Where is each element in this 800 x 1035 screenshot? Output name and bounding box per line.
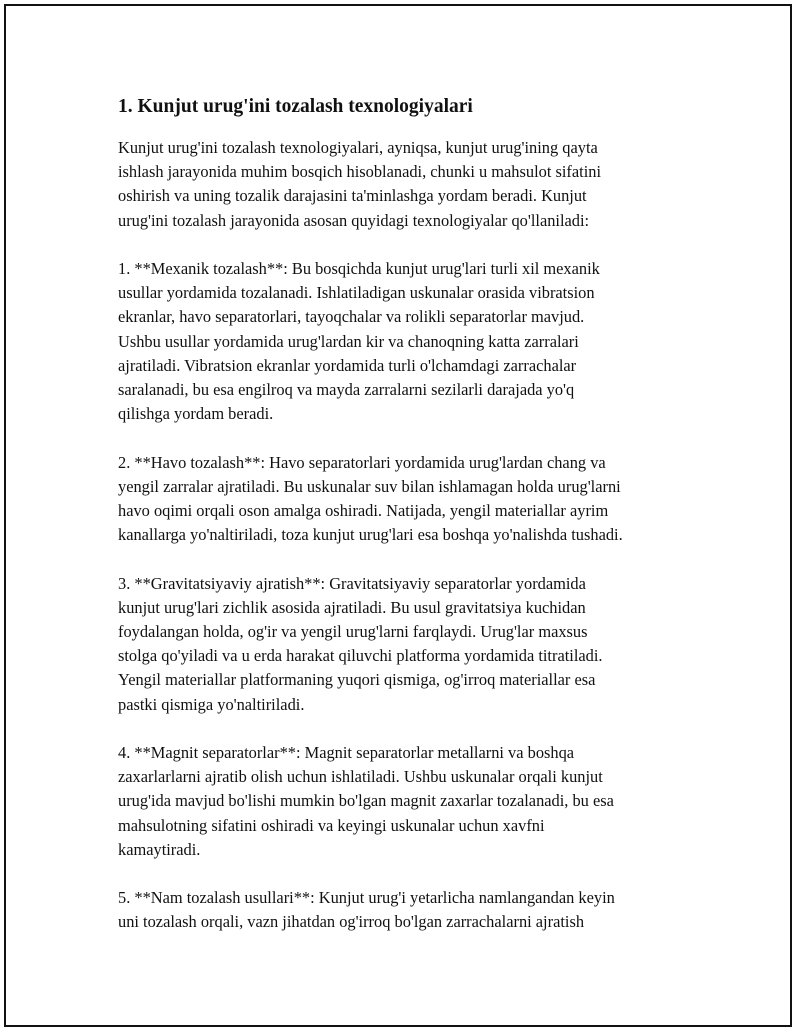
- text-line: Yengil materiallar platformaning yuqori qismiga, og'irroq materiallar esa: [118, 670, 596, 690]
- text-line: ishlash jarayonida muhim bosqich hisoblanadi, chunki u mahsulot sifatini: [118, 162, 602, 182]
- text-line: urug'ida mavjud bo'lishi mumkin bo'lgan magnit zaxarlar tozalanadi, bu esa: [118, 791, 614, 811]
- paragraph-havo-tozalash: [118, 451, 693, 548]
- text-line: ajratiladi. Vibratsion ekranlar yordamida turli o'lchamdagi zarrachalar: [118, 355, 577, 375]
- text-line: saralanadi, bu esa engilroq va mayda zarralarni sezilarli darajada yo'q: [118, 380, 575, 400]
- text-line: pastki qismiga yo'naltiriladi.: [118, 694, 305, 714]
- paragraph-magnit-separatorlar: [118, 741, 693, 862]
- paragraph-nam-tozalash: [118, 886, 693, 934]
- text-line: 3. **Gravitatsiyaviy ajratish**: Gravitatsiyaviy separatorlar yordamida: [118, 573, 586, 593]
- text-line: kamaytiradi.: [118, 839, 201, 859]
- text-line: 1. **Mexanik tozalash**: Bu bosqichda kunjut urug'lari turli xil mexanik: [118, 259, 600, 278]
- text-line: Kunjut urug'ini tozalash texnologiyalari, ayniqsa, kunjut urug'ining qayta: [118, 138, 598, 157]
- section-heading: 1. Kunjut urug'ini tozalash texnologiyalari: [118, 96, 473, 117]
- text-line: Ushbu usullar yordamida urug'lardan kir va chanoqning katta zarralari: [118, 331, 579, 351]
- text-line: oshirish va uning tozalik darajasini ta'minlashga yordam beradi. Kunjut: [118, 186, 587, 206]
- text-line: kanallarga yo'naltiriladi, toza kunjut urug'lari esa boshqa yo'nalishda tushadi.: [118, 525, 623, 545]
- document-body: [118, 94, 693, 959]
- text-line: uni tozalash orqali, vazn jihatdan og'irroq bo'lgan zarrachalarni ajratish: [118, 912, 585, 932]
- text-line: urug'ini tozalash jarayonida asosan quyidagi texnologiyalar qo'llaniladi:: [118, 210, 590, 230]
- text-line: 5. **Nam tozalash usullari**: Kunjut urug'i yetarlicha namlangandan keyin: [118, 888, 615, 908]
- intro-paragraph: [118, 136, 693, 233]
- paragraph-gravitatsiyaviy-ajratish: [118, 572, 693, 717]
- text-line: usullar yordamida tozalanadi. Ishlatiladigan uskunalar orasida vibratsion: [118, 283, 595, 303]
- text-line: kunjut urug'lari zichlik asosida ajratiladi. Bu usul gravitatsiya kuchidan: [118, 597, 586, 617]
- text-line: ekranlar, havo separatorlari, tayoqchalar va rolikli separatorlar mavjud.: [118, 307, 585, 327]
- paragraph-mexanik-tozalash: [118, 257, 693, 426]
- text-line: foydalangan holda, og'ir va yengil urug'larni farqlaydi. Urug'lar maxsus: [118, 622, 588, 642]
- text-line: yengil zarralar ajratiladi. Bu uskunalar suv bilan ishlamagan holda urug'larni: [118, 476, 621, 496]
- text-line: 2. **Havo tozalash**: Havo separatorlari yordamida urug'lardan chang va: [118, 452, 606, 472]
- text-line: qilishga yordam beradi.: [118, 404, 274, 424]
- text-line: zaxarlarlarni ajratib olish uchun ishlatiladi. Ushbu uskunalar orqali kunjut: [118, 767, 603, 787]
- text-line: mahsulotning sifatini oshiradi va keyingi uskunalar uchun xavfni: [118, 815, 545, 835]
- text-line: havo oqimi orqali oson amalga oshiradi. Natijada, yengil materiallar ayrim: [118, 501, 609, 521]
- text-line: 4. **Magnit separatorlar**: Magnit separatorlar metallarni va boshqa: [118, 743, 575, 763]
- text-line: stolga qo'yiladi va u erda harakat qiluvchi platforma yordamida titratiladi.: [118, 646, 603, 666]
